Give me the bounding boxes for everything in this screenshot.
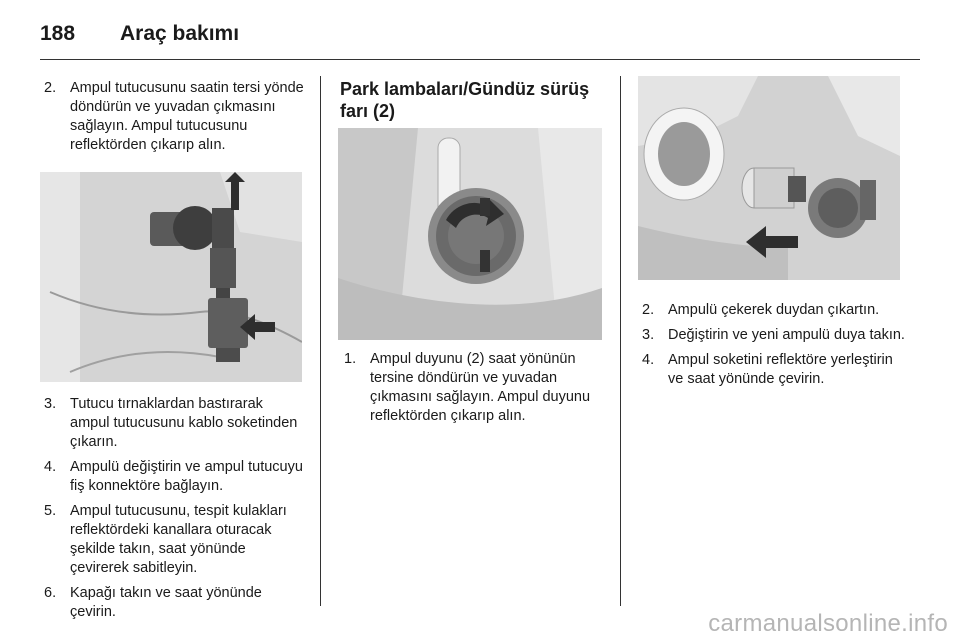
bulb-socket-illustration (338, 128, 602, 340)
figure-bulb-holder (40, 172, 302, 382)
figure-bulb-socket (338, 128, 602, 340)
left-steps-top (44, 79, 306, 161)
step-number: 3. (642, 327, 655, 343)
step-number: 4. (642, 352, 655, 368)
step-number: 1. (344, 351, 357, 367)
page-number: 188 (40, 22, 76, 45)
step-text: Kapağı takın ve saat yönünde çevirin. (70, 585, 262, 620)
step-number: 5. (44, 503, 57, 519)
list-item (642, 326, 912, 345)
step-text: Ampul tutucusunu saatin tersi yönde döndürün ve yuvadan çıkmasını sağlayın. Ampul tutucusunu reflektörden çıkarıp alın. (70, 80, 304, 153)
column-divider-left (320, 76, 321, 606)
step-text: Ampul tutucusunu, tespit kulakları reflektördeki kanallara oturacak şekilde takın, saat yönünde çevirerek sabitleyin. (70, 503, 287, 576)
list-item (44, 458, 306, 496)
step-number: 6. (44, 585, 57, 601)
step-text: Ampul duyunu (2) saat yönünün tersine döndürün ve yuvadan çıkmasını sağlayın. Ampul duyunu reflektörden çıkarıp alın. (370, 351, 591, 424)
header-rule (40, 59, 920, 60)
step-number: 2. (642, 302, 655, 318)
figure-bulb-removal (638, 76, 900, 280)
left-steps-bottom (44, 395, 306, 628)
list-item (44, 502, 306, 578)
list-item (642, 351, 912, 389)
bulb-removal-illustration (638, 76, 900, 280)
list-item (44, 395, 306, 452)
list-item (642, 301, 912, 320)
step-number: 2. (44, 80, 57, 96)
step-number: 3. (44, 396, 57, 412)
column-divider-right (620, 76, 621, 606)
bulb-holder-illustration (40, 172, 302, 382)
step-text: Ampulü değiştirin ve ampul tutucuyu fiş konnektöre bağlayın. (70, 459, 303, 494)
list-item (44, 584, 306, 622)
section-heading: Park lambaları/Gündüz sürüş farı (2) (340, 79, 590, 121)
step-number: 4. (44, 459, 57, 475)
step-text: Ampulü çekerek duydan çıkartın. (668, 302, 880, 318)
step-text: Değiştirin ve yeni ampulü duya takın. (668, 327, 905, 343)
step-text: Tutucu tırnaklardan bastırarak ampul tutucusunu kablo soketinden çıkarın. (70, 396, 298, 450)
footer-watermark: carmanualsonline.info (708, 610, 948, 637)
step-text: Ampul soketini reflektöre yerleştirin ve saat yönünde çevirin. (668, 352, 893, 387)
middle-steps (344, 350, 606, 432)
right-steps (642, 301, 912, 395)
list-item (44, 79, 306, 155)
list-item (344, 350, 606, 426)
page-title: Araç bakımı (120, 22, 240, 45)
page-header (40, 18, 920, 58)
